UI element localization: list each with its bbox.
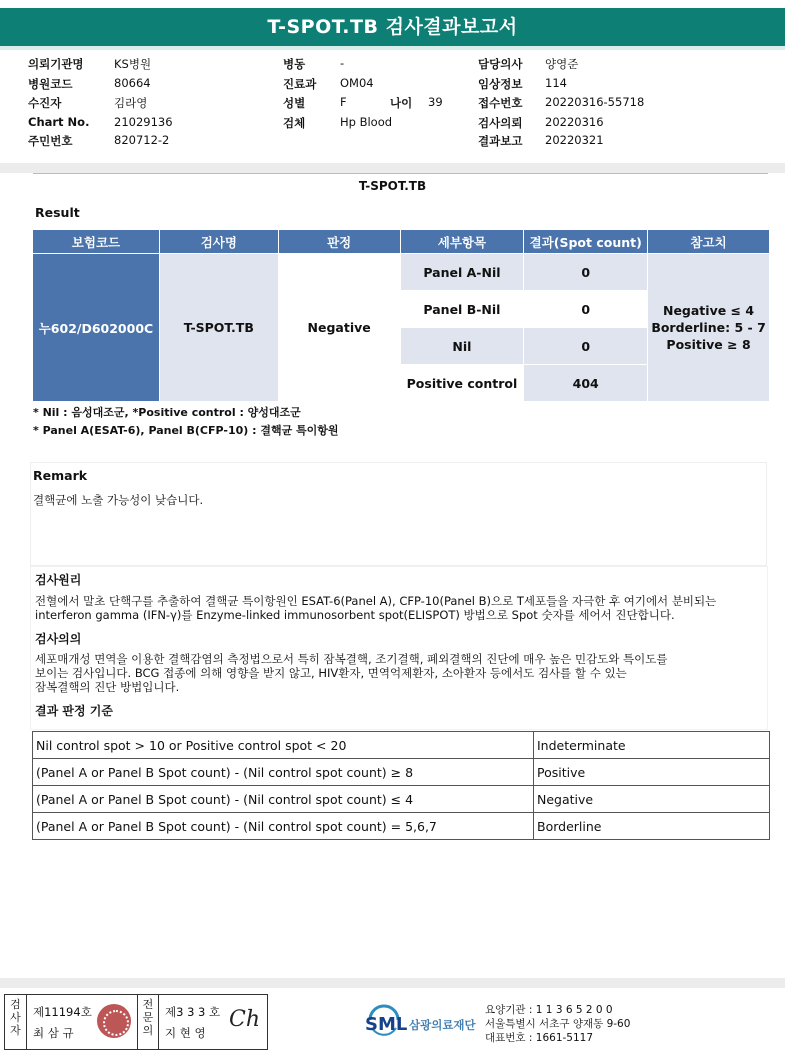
reviewer-name: 지 현 영: [165, 1026, 206, 1040]
info-value: 20220316: [545, 115, 604, 129]
criteria-table: [32, 731, 770, 840]
reviewer-label: 전문의: [137, 995, 159, 1049]
criteria-condition: (Panel A or Panel B Spot count) - (Nil control spot count) ≤ 4: [33, 786, 534, 813]
table-row: [33, 759, 770, 786]
reviewer-license: 제3 3 3 호: [165, 1005, 221, 1019]
divider-line: [33, 173, 768, 174]
phone: 대표번호 : 1661-5117: [485, 1032, 594, 1044]
insurance-code: 누602/D602000C: [33, 254, 160, 402]
spot-count: 0: [524, 328, 648, 365]
info-key: 접수번호: [478, 96, 523, 110]
text-line: 보이는 검사입니다. BCG 접종에 의해 영향을 받지 않고, HIV환자, 면역억제환자, 소아환자 등에서도 검사를 할 수 있는: [35, 666, 627, 680]
reference-line: Positive ≥ 8: [666, 337, 751, 352]
examiner-license: 제11194호: [33, 1005, 92, 1019]
criteria-result: Indeterminate: [534, 732, 770, 759]
sml-logo-text: SML: [365, 1014, 408, 1035]
info-value: Hp Blood: [340, 115, 393, 129]
info-value: KS병원: [114, 57, 152, 71]
title-underline: [0, 46, 785, 50]
organization-info: [485, 1003, 630, 1045]
col-header: 결과(Spot count): [524, 230, 648, 254]
info-value: 21029136: [114, 115, 173, 129]
spot-count: 0: [524, 254, 648, 291]
criteria-condition: (Panel A or Panel B Spot count) - (Nil control spot count) ≥ 8: [33, 759, 534, 786]
col-header: 보험코드: [33, 230, 160, 254]
criteria-result: Borderline: [534, 813, 770, 840]
criteria-title: 결과 판정 기준: [35, 704, 113, 718]
note-line: * Panel A(ESAT-6), Panel B(CFP-10) : 결핵균 특이항원: [33, 424, 339, 437]
criteria-result: Positive: [534, 759, 770, 786]
info-key: 성별: [283, 96, 306, 110]
info-key: 주민번호: [28, 134, 73, 148]
criteria-condition: Nil control spot > 10 or Positive control spot < 20: [33, 732, 534, 759]
info-key: 의뢰기관명: [28, 57, 84, 71]
significance-text: [35, 652, 755, 694]
info-key: 수진자: [28, 96, 62, 110]
info-key: 검사의뢰: [478, 116, 523, 130]
detail-item: Nil: [400, 328, 524, 365]
info-value: 20220321: [545, 133, 604, 147]
info-key: 담당의사: [478, 57, 523, 71]
result-header-row: [33, 230, 770, 254]
examiner-label: 검사자: [5, 995, 27, 1049]
handwritten-signature: Ch: [229, 1007, 261, 1032]
table-row: [33, 786, 770, 813]
text-line: 전혈에서 말초 단핵구를 추출하여 결핵균 특이항원인 ESAT-6(Panel A), CFP-10(Panel B)으로 T세포들을 자극한 후 여기에서 분비되는: [35, 594, 717, 608]
reference-line: Borderline: 5 - 7: [651, 320, 766, 335]
info-value: 820712-2: [114, 133, 170, 147]
info-row: [0, 56, 785, 75]
info-key: 임상정보: [478, 77, 523, 91]
criteria-condition: (Panel A or Panel B Spot count) - (Nil control spot count) = 5,6,7: [33, 813, 534, 840]
section-title: T-SPOT.TB: [358, 179, 427, 193]
info-value: F: [340, 95, 347, 109]
text-line: 세포매개성 면역을 이용한 결핵감염의 측정법으로서 특히 잠복결핵, 조기결핵, 폐외결핵의 진단에 매우 높은 민감도와 특이도를: [35, 652, 668, 666]
result-label: Result: [35, 205, 80, 220]
principle-title: 검사원리: [35, 573, 82, 587]
col-header: 검사명: [159, 230, 278, 254]
criteria-result: Negative: [534, 786, 770, 813]
info-key: 검체: [283, 116, 306, 130]
report-title: T-SPOT.TB 검사결과보고서: [0, 8, 785, 46]
info-value: 김라영: [114, 96, 148, 110]
age-value: 39: [428, 95, 443, 109]
text-line: interferon gamma (IFN-γ)를 Enzyme-linked immunosorbent spot(ELISPOT) 방법으로 Spot 숫자를 세어서 진단합니다.: [35, 608, 675, 622]
address: 서울특별시 서초구 양재동 9-60: [485, 1018, 631, 1030]
col-header: 세부항목: [400, 230, 524, 254]
reference-line: Negative ≤ 4: [662, 303, 755, 318]
remark-text: 결핵균에 노출 가능성이 낮습니다.: [33, 493, 204, 507]
significance-title: 검사의의: [35, 632, 82, 646]
info-key: 병원코드: [28, 77, 73, 91]
seal-stamp: [97, 1004, 131, 1038]
signature-box: [4, 994, 268, 1050]
principle-text: [35, 594, 755, 622]
detail-item: Positive control: [400, 365, 524, 402]
col-header: 판정: [278, 230, 400, 254]
info-key: 진료과: [283, 77, 317, 91]
detail-item: Panel A-Nil: [400, 254, 524, 291]
judgement: Negative: [278, 254, 400, 402]
table-row: [33, 732, 770, 759]
info-value: -: [340, 56, 345, 70]
info-row: [0, 95, 785, 114]
note-line: * Nil : 음성대조군, *Positive control : 양성대조군: [33, 406, 301, 419]
detail-item: Panel B-Nil: [400, 291, 524, 328]
info-value: OM04: [340, 76, 374, 90]
info-row: [0, 133, 785, 152]
table-row: [33, 254, 770, 291]
info-value: 양영준: [545, 57, 579, 71]
test-name: T-SPOT.TB: [159, 254, 278, 402]
info-key: 결과보고: [478, 134, 523, 148]
table-row: [33, 813, 770, 840]
text-line: 잠복결핵의 진단 방법입니다.: [35, 680, 180, 694]
info-key: Chart No.: [28, 115, 90, 129]
info-value: 114: [545, 76, 567, 90]
divider: [0, 163, 785, 173]
principle-box: [30, 566, 768, 730]
examiner-name: 최 삼 규: [33, 1026, 74, 1040]
care-number: 요양기관 : 1 1 3 6 5 2 0 0: [485, 1004, 613, 1016]
spot-count: 0: [524, 291, 648, 328]
remark-title: Remark: [33, 468, 88, 483]
col-header: 참고치: [648, 230, 770, 254]
remark-box: [30, 462, 767, 566]
age-key: 나이: [390, 96, 413, 110]
reference-range: [648, 254, 770, 402]
table-notes: [33, 404, 339, 440]
footer-divider: [0, 978, 785, 988]
info-value: 80664: [114, 76, 151, 90]
patient-info: [0, 56, 785, 152]
info-key: 병동: [283, 57, 306, 71]
organization-name: 삼광의료재단: [409, 1018, 476, 1032]
spot-count: 404: [524, 365, 648, 402]
info-row: [0, 115, 785, 134]
result-table: [32, 229, 770, 402]
info-row: [0, 76, 785, 95]
info-value: 20220316-55718: [545, 95, 645, 109]
